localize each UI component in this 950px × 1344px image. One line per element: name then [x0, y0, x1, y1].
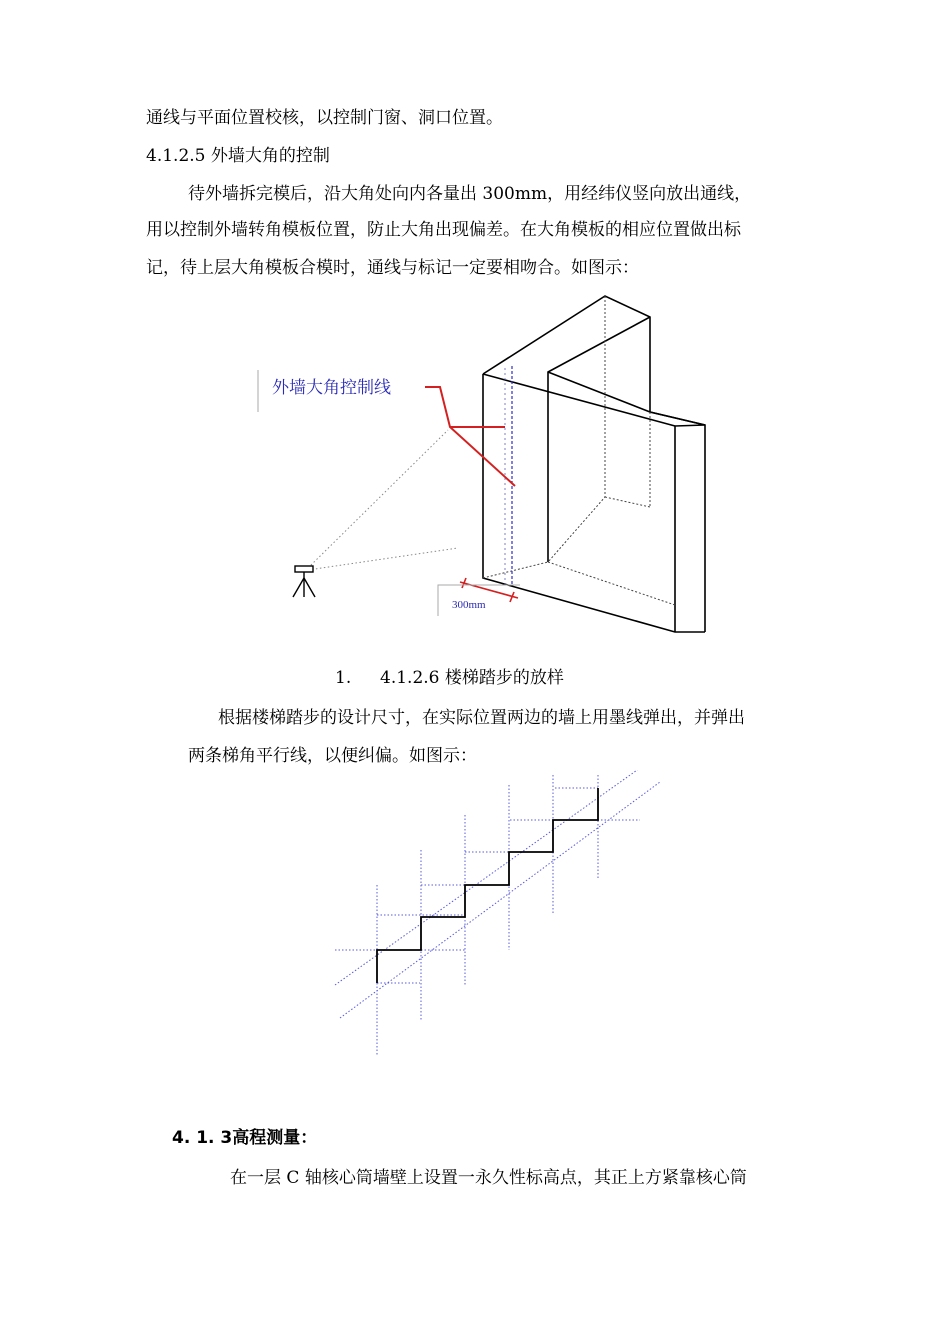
- paragraph-line: 待外墙拆完模后，沿大角处向内各量出 300mm，用经纬仪竖向放出通线，: [188, 184, 752, 204]
- stair-step-profile: [377, 788, 598, 983]
- paragraph-line: 两条梯角平行线，以便纠偏。如图示：: [188, 746, 477, 766]
- paragraph-line: 在一层 C 轴核心筒墙壁上设置一永久性标高点，其正上方紧靠核心筒: [230, 1168, 747, 1188]
- section-number: 1.: [335, 668, 352, 688]
- paragraph-line: 用以控制外墙转角模板位置，防止大角出现偏差。在大角模板的相应位置做出标: [146, 220, 741, 240]
- outer-wall-corner-figure: [0, 280, 950, 680]
- callout-label: 外墙大角控制线: [272, 378, 391, 398]
- section-heading-4-1-2-6: 4.1.2.6 楼梯踏步的放样: [380, 668, 564, 688]
- paragraph-line: 通线与平面位置校核，以控制门窗、洞口位置。: [146, 108, 503, 128]
- section-heading-4-1-3: 4. 1. 3高程测量：: [172, 1128, 318, 1148]
- theodolite-icon: [293, 566, 315, 597]
- paragraph-line: 记，待上层大角模板合模时，通线与标记一定要相吻合。如图示：: [146, 258, 639, 278]
- dimension-label: 300mm: [452, 599, 486, 611]
- stair-layout-figure: [0, 770, 950, 1070]
- callout-leader: [425, 387, 515, 486]
- paragraph-line: 根据楼梯踏步的设计尺寸，在实际位置两边的墙上用墨线弹出，并弹出: [218, 708, 745, 728]
- section-heading-4-1-2-5: 4.1.2.5 外墙大角的控制: [146, 146, 330, 166]
